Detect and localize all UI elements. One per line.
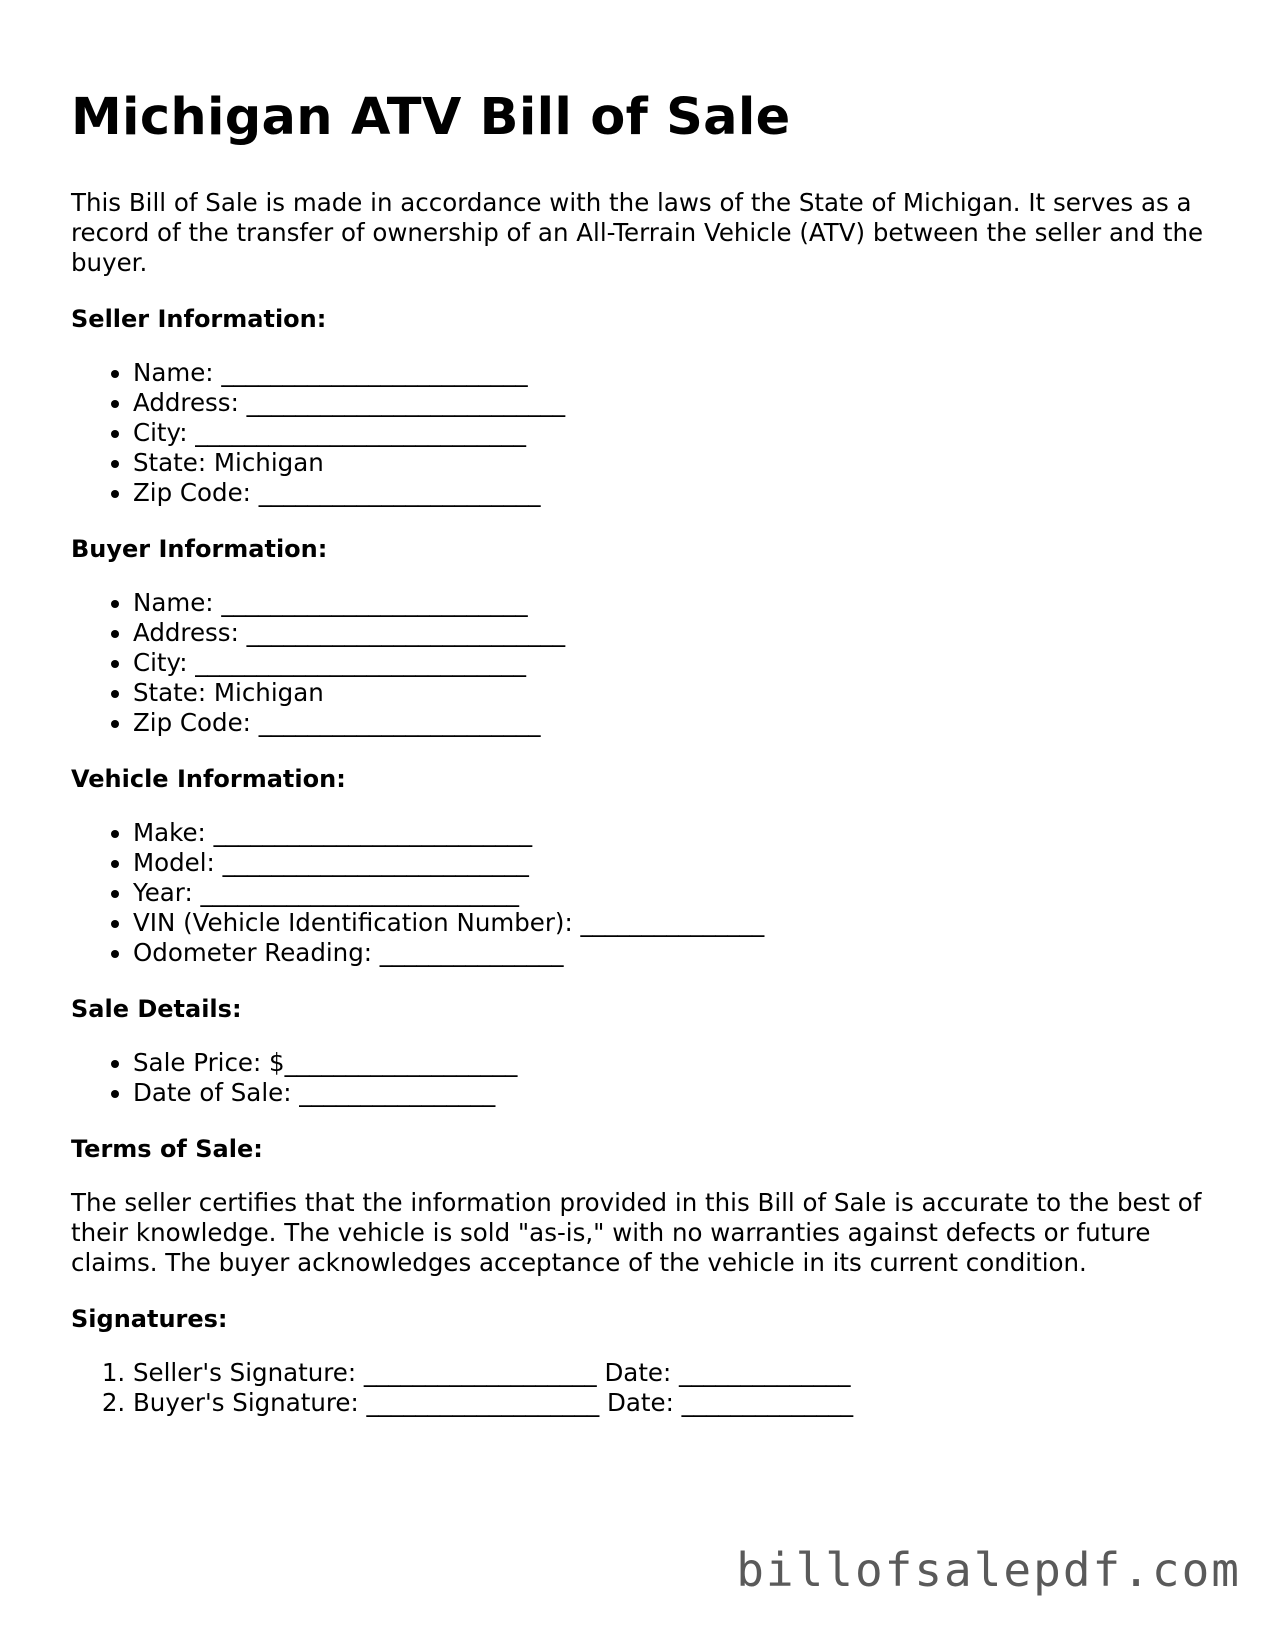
intro-paragraph: This Bill of Sale is made in accordance with the laws of the State of Michigan. It serves as a record of the transfer of ownership of an All-Terrain Vehicle (ATV) between the seller and the buyer. [71, 188, 1204, 277]
vehicle-odometer-field: • Odometer Reading: _______________ [133, 938, 1211, 968]
seller-name-field: • Name: _________________________ [133, 358, 1211, 388]
terms-paragraph: The seller certifies that the information provided in this Bill of Sale is accurate to the best of their knowledge. The vehicle is sold "as-is," with no warranties against defects or future claims. The buyer acknowledges acceptance of the vehicle in its current condition. [71, 1188, 1202, 1277]
vehicle-vin-field: • VIN (Vehicle Identification Number): _______________ [133, 908, 1211, 938]
buyer-state-field: • State: Michigan [133, 678, 1211, 708]
buyer-address-field: • Address: __________________________ [133, 618, 1211, 648]
seller-heading: Seller Information: [71, 305, 327, 333]
buyer-heading: Buyer Information: [71, 535, 328, 563]
seller-signature-line: 1. Seller's Signature: ___________________ Date: ______________ [133, 1358, 1211, 1388]
vehicle-heading: Vehicle Information: [71, 765, 346, 793]
sale-price-field: • Sale Price: $___________________ [133, 1048, 1211, 1078]
vehicle-model-field: • Model: _________________________ [133, 848, 1211, 878]
terms-heading: Terms of Sale: [71, 1135, 263, 1163]
seller-state-field: • State: Michigan [133, 448, 1211, 478]
vehicle-year-field: • Year: __________________________ [133, 878, 1211, 908]
seller-city-field: • City: ___________________________ [133, 418, 1211, 448]
watermark-text: billofsalepdf.com [736, 1543, 1241, 1597]
signatures-heading: Signatures: [71, 1305, 228, 1333]
seller-zip-field: • Zip Code: _______________________ [133, 478, 1211, 508]
vehicle-make-field: • Make: __________________________ [133, 818, 1211, 848]
seller-address-field: • Address: __________________________ [133, 388, 1211, 418]
buyer-list [71, 588, 1211, 738]
signatures-list [71, 1358, 1211, 1418]
seller-list [71, 358, 1211, 508]
buyer-city-field: • City: ___________________________ [133, 648, 1211, 678]
buyer-name-field: • Name: _________________________ [133, 588, 1211, 618]
buyer-zip-field: • Zip Code: _______________________ [133, 708, 1211, 738]
buyer-signature-line: 2. Buyer's Signature: ___________________ Date: ______________ [133, 1388, 1211, 1418]
document-title: Michigan ATV Bill of Sale [71, 88, 791, 147]
sale-heading: Sale Details: [71, 995, 242, 1023]
sale-list [71, 1048, 1211, 1108]
sale-date-field: • Date of Sale: ________________ [133, 1078, 1211, 1108]
document-page [71, 84, 1211, 1444]
vehicle-list [71, 818, 1211, 968]
